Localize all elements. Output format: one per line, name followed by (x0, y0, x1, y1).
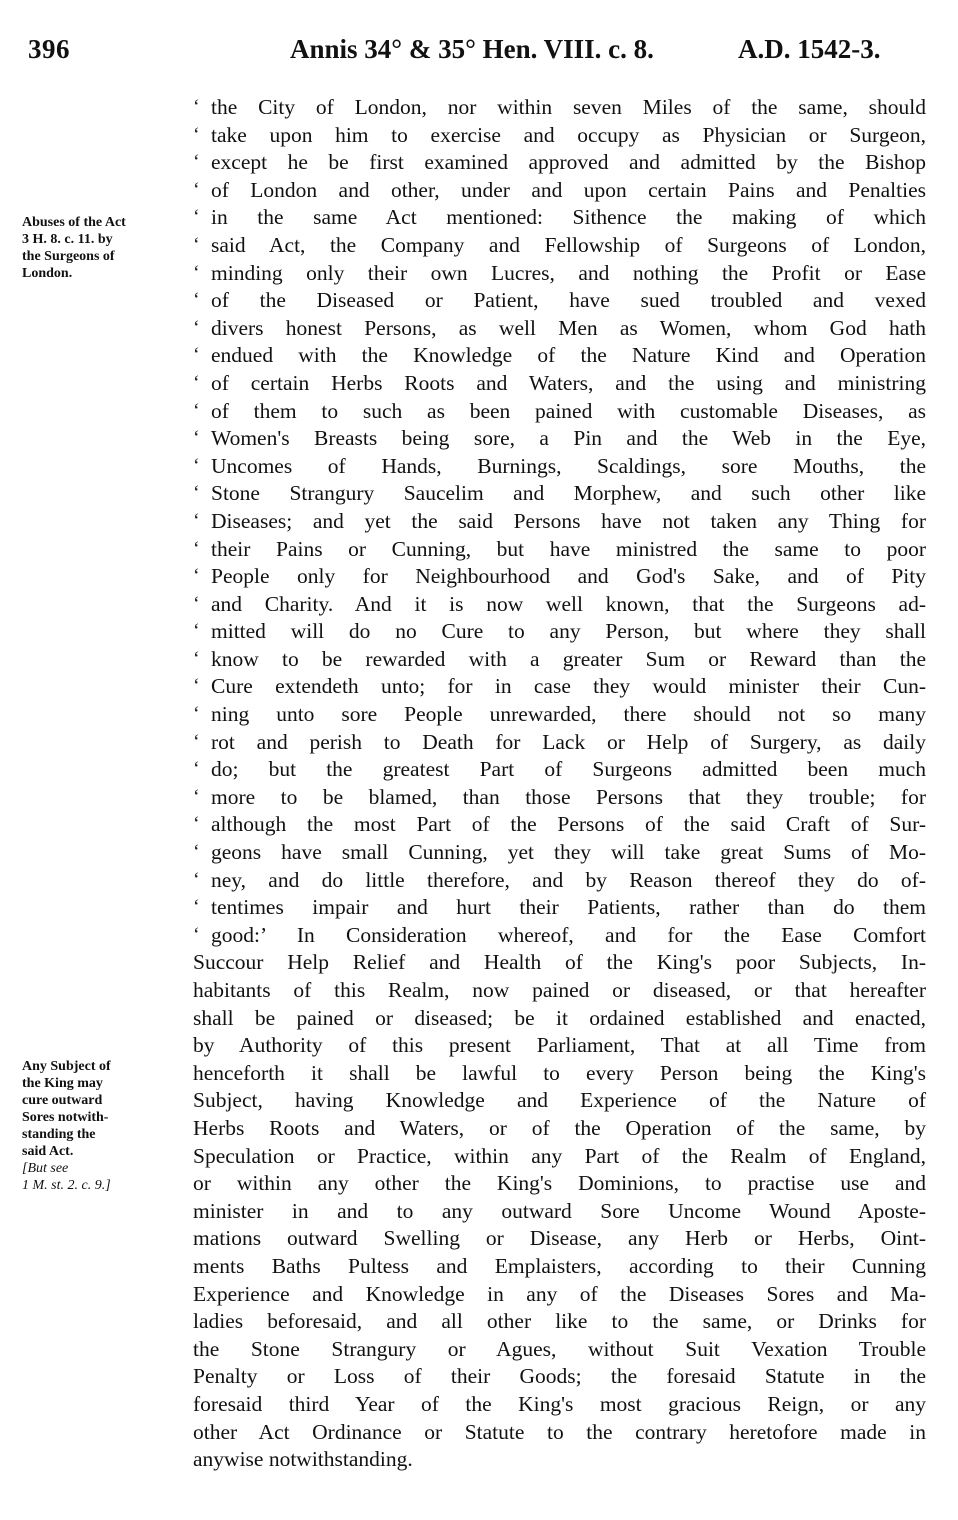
text-line-content: Cure extendeth unto; for in case they would minister their Cun- (211, 674, 926, 699)
text-line (193, 453, 926, 481)
marginal-note-line: the King may (22, 1076, 103, 1091)
text-line-content: except he be first examined approved and admitted by the Bishop (211, 150, 926, 175)
quote-mark: ‘ (193, 565, 200, 588)
text-line (193, 1419, 926, 1447)
text-line (193, 122, 926, 150)
text-line-content: rot and perish to Death for Lack or Help of Surgery, as daily (211, 729, 926, 754)
text-line-content: Succour Help Relief and Health of the King's poor Subjects, In- (193, 950, 926, 975)
text-line (193, 1336, 926, 1364)
text-line-content: ning unto sore People unrewarded, there should not so many (211, 702, 926, 727)
text-line (193, 287, 926, 315)
text-line (193, 1087, 926, 1115)
text-line-content: minister in and to any outward Sore Uncome Wound Aposte- (193, 1198, 926, 1223)
text-line (193, 839, 926, 867)
quote-mark: ‘ (193, 178, 200, 201)
text-line-content: tentimes impair and hurt their Patients, rather than do them (211, 895, 926, 920)
quote-mark: ‘ (193, 123, 200, 146)
text-line-content: although the most Part of the Persons of the said Craft of Sur- (211, 812, 926, 837)
text-line-content: and Charity. And it is now well known, that the Surgeons ad- (211, 591, 926, 616)
text-line (193, 177, 926, 205)
text-line (193, 811, 926, 839)
text-line-content: People only for Neighbourhood and God's Sake, and of Pity (211, 564, 926, 589)
text-line-content: anywise notwithstanding. (193, 1447, 413, 1472)
text-line (193, 232, 926, 260)
text-line (193, 1281, 926, 1309)
text-line (193, 977, 926, 1005)
text-line-content: mations outward Swelling or Disease, any Herb or Herbs, Oint- (193, 1226, 926, 1251)
text-line-content: said Act, the Company and Fellowship of Surgeons of London, (211, 232, 926, 257)
text-line (193, 756, 926, 784)
text-line (193, 342, 926, 370)
quote-mark: ‘ (193, 316, 200, 339)
running-title: Annis 34° & 35° Hen. VIII. c. 8. (290, 34, 654, 64)
text-line (193, 204, 926, 232)
text-line-content: mitted will do no Cure to any Person, but where they shall (211, 619, 926, 644)
page-number: 396 (28, 34, 70, 64)
quote-mark: ‘ (193, 620, 200, 643)
text-line-content: the Stone Strangury or Agues, without Suit Vexation Trouble (193, 1336, 926, 1361)
text-line-content: Uncomes of Hands, Burnings, Scaldings, sore Mouths, the (211, 453, 926, 478)
text-line-content: geons have small Cunning, yet they will take great Sums of Mo- (211, 840, 926, 865)
text-line-content: Diseases; and yet the said Persons have not taken any Thing for (211, 508, 926, 533)
quote-mark: ‘ (193, 427, 200, 450)
marginal-note-line: Any Subject of (22, 1059, 111, 1074)
text-line (193, 1253, 926, 1281)
text-line (193, 260, 926, 288)
text-line (193, 563, 926, 591)
text-line-content: ladies beforesaid, and all other like to the same, or Drinks for (193, 1309, 926, 1334)
text-line (193, 1391, 926, 1419)
text-line-content: foresaid third Year of the King's most gracious Reign, or any (193, 1391, 926, 1416)
text-line (193, 398, 926, 426)
text-line (193, 1005, 926, 1033)
text-line (193, 894, 926, 922)
text-line-content: good:’ In Consideration whereof, and for the Ease Comfort (211, 922, 926, 947)
marginal-note-line: 3 H. 8. c. 11. by (22, 232, 113, 247)
text-line-content: henceforth it shall be lawful to every Person being the King's (193, 1060, 926, 1085)
text-line (193, 480, 926, 508)
text-line-content: Penalty or Loss of their Goods; the foresaid Statute in the (193, 1364, 926, 1389)
marginal-note-line: 1 M. st. 2. c. 9.] (22, 1178, 111, 1193)
text-line (193, 867, 926, 895)
text-line-content: in the same Act mentioned: Sithence the making of which (211, 205, 926, 230)
text-line-content: of them to such as been pained with customable Diseases, as (211, 398, 926, 423)
marginal-note-line: Sores notwith- (22, 1110, 109, 1125)
quote-mark: ‘ (193, 785, 200, 808)
text-line (193, 1115, 926, 1143)
text-line-content: Speculation or Practice, within any Part of the Realm of England, (193, 1143, 926, 1168)
text-line-content: ments Baths Pultess and Emplaisters, according to their Cunning (193, 1253, 926, 1278)
text-line (193, 315, 926, 343)
quote-mark: ‘ (193, 206, 200, 229)
quote-mark: ‘ (193, 289, 200, 312)
text-line (193, 1446, 926, 1474)
text-line (193, 1308, 926, 1336)
marginal-note-line: London. (22, 266, 73, 281)
quote-mark: ‘ (193, 675, 200, 698)
quote-mark: ‘ (193, 868, 200, 891)
text-line (193, 1032, 926, 1060)
text-line-content: do; but the greatest Part of Surgeons admitted been much (211, 757, 926, 782)
text-line-content: habitants of this Realm, now pained or diseased, or that hereafter (193, 978, 926, 1002)
quote-mark: ‘ (193, 896, 200, 919)
text-line-content: Subject, having Knowledge and Experience of the Nature of (193, 1088, 926, 1113)
quote-mark: ‘ (193, 813, 200, 836)
quote-mark: ‘ (193, 923, 200, 946)
quote-mark: ‘ (193, 703, 200, 726)
text-line (193, 1060, 926, 1088)
text-line (193, 149, 926, 177)
text-line-content: endued with the Knowledge of the Nature Kind and Operation (211, 343, 926, 368)
marginal-note-line: standing the (22, 1127, 96, 1142)
running-date: A.D. 1542-3. (738, 34, 881, 64)
quote-mark: ‘ (193, 151, 200, 174)
quote-mark: ‘ (193, 233, 200, 256)
text-line (193, 1198, 926, 1226)
text-line (193, 784, 926, 812)
text-line-content: or within any other the King's Dominions, to practise use and (193, 1171, 926, 1196)
quote-mark: ‘ (193, 592, 200, 615)
text-line (193, 425, 926, 453)
quote-mark: ‘ (193, 399, 200, 422)
text-line (193, 591, 926, 619)
quote-mark: ‘ (193, 96, 200, 118)
text-line-content: of London and other, under and upon certain Pains and Penalties (211, 177, 926, 202)
text-line (193, 1143, 926, 1171)
page-header (28, 34, 928, 74)
text-line (193, 701, 926, 729)
text-line (193, 646, 926, 674)
marginal-note-line: cure outward (22, 1093, 103, 1108)
marginal-note-any-subject (22, 1058, 111, 1194)
body-text (193, 94, 926, 1474)
text-line-content: by Authority of this present Parliament, That at all Time from (193, 1033, 926, 1058)
text-line-content: know to be rewarded with a greater Sum or Reward than the (211, 646, 926, 671)
quote-mark: ‘ (193, 261, 200, 284)
text-line-content: Herbs Roots and Waters, or of the Operation of the same, by (193, 1115, 926, 1140)
text-line-content: take upon him to exercise and occupy as Physician or Surgeon, (211, 122, 926, 147)
text-line (193, 508, 926, 536)
text-line-content: Women's Breasts being sore, a Pin and the Web in the Eye, (211, 426, 926, 451)
text-line (193, 1170, 926, 1198)
text-line-content: shall be pained or diseased; be it ordained established and enacted, (193, 1005, 926, 1030)
text-line (193, 370, 926, 398)
marginal-note-line: the Surgeons of (22, 249, 115, 264)
text-line-content: other Act Ordinance or Statute to the contrary heretofore made in (193, 1419, 926, 1444)
marginal-note-abuses (22, 214, 126, 282)
quote-mark: ‘ (193, 371, 200, 394)
text-line-content: ney, and do little therefore, and by Reason thereof they do of- (211, 867, 926, 892)
quote-mark: ‘ (193, 647, 200, 670)
text-line-content: Experience and Knowledge in any of the Diseases Sores and Ma- (193, 1281, 926, 1306)
text-line (193, 94, 926, 122)
quote-mark: ‘ (193, 344, 200, 367)
text-line-content: the City of London, nor within seven Miles of the same, should (211, 95, 926, 119)
text-line-content: more to be blamed, than those Persons that they trouble; for (211, 784, 926, 809)
text-line (193, 922, 926, 950)
text-line (193, 1225, 926, 1253)
marginal-note-line: Abuses of the Act (22, 215, 126, 230)
text-line-content: divers honest Persons, as well Men as Women, whom God hath (211, 315, 926, 340)
text-line (193, 618, 926, 646)
marginal-note-line: said Act. (22, 1144, 74, 1159)
text-line-content: Stone Strangury Saucelim and Morphew, and such other like (211, 481, 926, 506)
quote-mark: ‘ (193, 482, 200, 505)
text-line-content: of certain Herbs Roots and Waters, and the using and ministring (211, 370, 926, 395)
text-line (193, 949, 926, 977)
quote-mark: ‘ (193, 730, 200, 753)
quote-mark: ‘ (193, 537, 200, 560)
text-line-content: minding only their own Lucres, and nothing the Profit or Ease (211, 260, 926, 285)
quote-mark: ‘ (193, 841, 200, 864)
quote-mark: ‘ (193, 509, 200, 532)
text-line-content: of the Diseased or Patient, have sued troubled and vexed (211, 288, 926, 313)
text-line (193, 729, 926, 757)
marginal-note-line: [But see (22, 1161, 69, 1176)
quote-mark: ‘ (193, 454, 200, 477)
text-line (193, 1363, 926, 1391)
text-line (193, 536, 926, 564)
text-line-content: their Pains or Cunning, but have ministred the same to poor (211, 536, 926, 561)
text-line (193, 673, 926, 701)
quote-mark: ‘ (193, 758, 200, 781)
